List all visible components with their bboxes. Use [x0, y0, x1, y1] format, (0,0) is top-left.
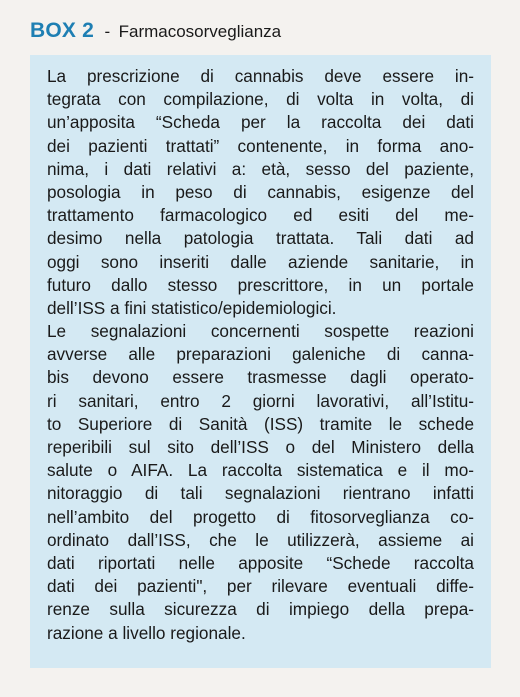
paragraph-2-line: dati dei pazienti", per rilevare eventuali diffe- [47, 576, 474, 597]
paragraph-2-line: bis devono essere trasmesse dagli operato- [47, 367, 474, 388]
paragraph-2-line: Le segnalazioni concernenti sospette reazioni [47, 321, 474, 342]
box-label: BOX 2 [30, 19, 95, 42]
paragraph-2-line: reperibili sul sito dell’ISS o del Ministero della [47, 437, 474, 457]
paragraph-1-line: posologia in peso di cannabis, esigenze del [47, 181, 474, 202]
box-panel [30, 55, 491, 668]
paragraph-1-line: desimo nella patologia trattata. Tali dati ad [47, 228, 474, 249]
paragraph-1-line: oggi sono inseriti dalle aziende sanitarie, in [47, 251, 474, 272]
paragraph-1-line: dell’ISS a fini statistico/epidemiologici. [47, 297, 337, 318]
paragraph-2-line: salute o AIFA. La raccolta sistematica e il mo- [47, 460, 474, 481]
box-header [30, 19, 281, 49]
paragraph-1-line: dei pazienti trattati” contenente, in forma ano- [47, 135, 474, 156]
paragraph-2-line: ri sanitari, entro 2 giorni lavorativi, all’Istitu- [47, 390, 474, 411]
paragraph-1-line: tegrata con compilazione, di volta in volta, di [47, 89, 474, 110]
paragraph-2-line: renze sulla sicurezza di impiego della prepa- [47, 599, 474, 620]
paragraph-1-line: La prescrizione di cannabis deve essere in- [47, 66, 474, 86]
paragraph-2-line: nell’ambito del progetto di fitosorveglianza co- [47, 506, 474, 527]
paragraph-2-line: razione a livello regionale. [47, 622, 246, 643]
paragraph-2-line: avverse alle preparazioni galeniche di canna- [47, 344, 474, 365]
paragraph-1-line: nima, i dati relativi a: età, sesso del paziente, [47, 158, 474, 179]
paragraph-2-line: ordinato dall’ISS, che le utilizzerà, assieme ai [47, 529, 474, 550]
paragraph-2-line: nitoraggio di tali segnalazioni rientrano infatti [47, 483, 474, 504]
paragraph-2-line: to Superiore di Sanità (ISS) tramite le schede [47, 413, 474, 434]
paragraph-2-line: dati riportati nelle apposite “Schede raccolta [47, 552, 474, 573]
paragraph-1-line: trattamento farmacologico ed esiti del me- [47, 205, 474, 226]
box-body [47, 65, 474, 645]
box-title-separator: - [104, 22, 111, 41]
box-title: Farmacosorveglianza [118, 22, 282, 41]
paragraph-1-line: un’apposita “Scheda per la raccolta dei dati [47, 112, 474, 133]
paragraph-1-line: futuro dallo stesso prescrittore, in un portale [47, 274, 474, 295]
